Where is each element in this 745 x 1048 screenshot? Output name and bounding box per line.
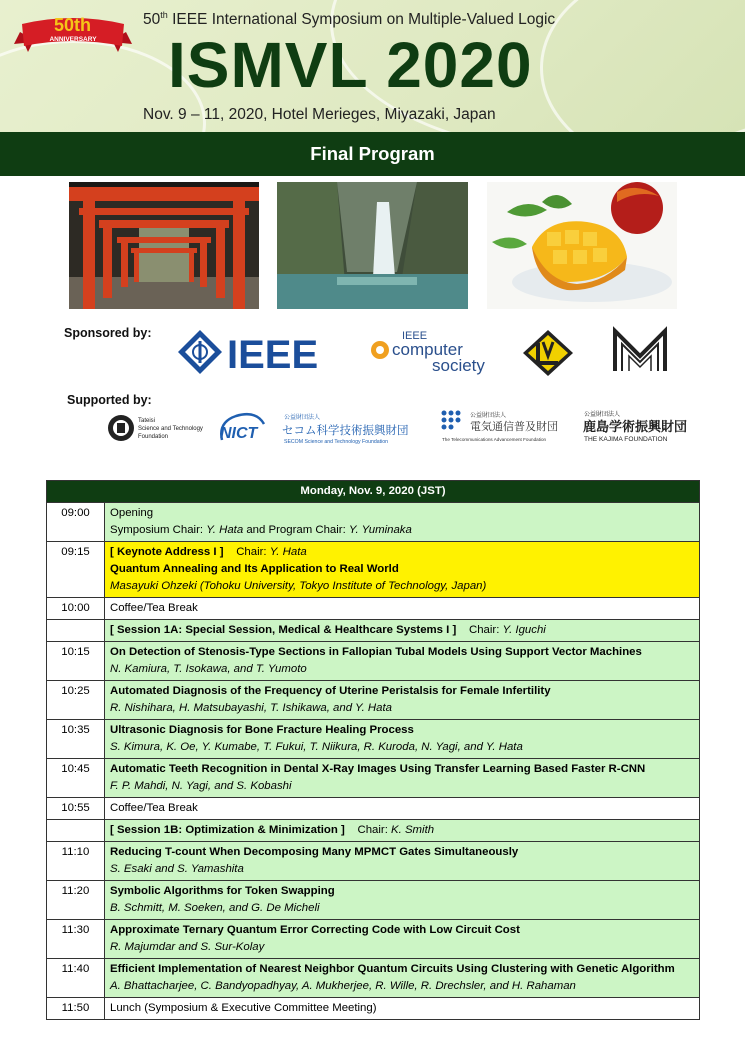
telecom-foundation-logo bbox=[440, 408, 565, 446]
time-cell: 11:20 bbox=[47, 881, 105, 920]
svg-text:Science and Technology: Science and Technology bbox=[138, 426, 203, 432]
keynote-cell bbox=[105, 542, 700, 598]
svg-text:The Telecommunications Advance: The Telecommunications Advancement Foundation bbox=[442, 437, 547, 442]
keynote-title: Quantum Annealing and Its Application to Real World bbox=[110, 563, 399, 575]
table-row bbox=[47, 642, 700, 681]
program-banner: Final Program bbox=[0, 132, 745, 176]
badge-number: 50th bbox=[54, 15, 92, 35]
mvl-tc-logo bbox=[521, 328, 576, 378]
paper-cell bbox=[105, 720, 700, 759]
tateisi-foundation-logo bbox=[106, 412, 206, 444]
table-row bbox=[47, 759, 700, 798]
paper-authors: N. Kamiura, T. Isokawa, and T. Yumoto bbox=[110, 663, 307, 675]
time-cell: 10:15 bbox=[47, 642, 105, 681]
day-header-row bbox=[47, 481, 700, 503]
paper-cell bbox=[105, 959, 700, 998]
table-row bbox=[47, 920, 700, 959]
time-cell: 11:10 bbox=[47, 842, 105, 881]
day-header: Monday, Nov. 9, 2020 (JST) bbox=[47, 481, 700, 503]
supported-by-label: Supported by: bbox=[67, 393, 152, 407]
opening-cell bbox=[105, 503, 700, 542]
program-table bbox=[46, 480, 700, 1020]
time-cell: 09:15 bbox=[47, 542, 105, 598]
paper-authors: R. Majumdar and S. Sur-Kolay bbox=[110, 941, 265, 953]
paper-title: Symbolic Algorithms for Token Swapping bbox=[110, 885, 335, 897]
table-row bbox=[47, 542, 700, 598]
time-cell: 11:40 bbox=[47, 959, 105, 998]
paper-authors: S. Esaki and S. Yamashita bbox=[110, 863, 244, 875]
page-title: ISMVL 2020 bbox=[168, 29, 533, 101]
paper-cell bbox=[105, 642, 700, 681]
decor-swirl bbox=[540, 0, 745, 132]
session-1a-heading: [ Session 1A: Special Session, Medical & Healthcare Systems I ] Chair: Y. Iguchi bbox=[105, 620, 700, 642]
break-cell: Coffee/Tea Break bbox=[105, 798, 700, 820]
ieee-computer-society-logo bbox=[368, 328, 493, 376]
session-1b-heading: [ Session 1B: Optimization & Minimization ] Chair: K. Smith bbox=[105, 820, 700, 842]
mvl-logo bbox=[610, 326, 670, 376]
session-row bbox=[47, 620, 700, 642]
svg-text:society: society bbox=[432, 356, 485, 375]
svg-text:IEEE: IEEE bbox=[402, 330, 428, 342]
paper-authors: S. Kimura, K. Oe, Y. Kumabe, T. Fukui, T. Niikura, R. Kuroda, N. Yagi, and Y. Hata bbox=[110, 741, 523, 753]
ieee-logo bbox=[175, 328, 335, 378]
sponsored-by-label: Sponsored by: bbox=[64, 326, 152, 340]
paper-cell bbox=[105, 681, 700, 720]
svg-text:セコム科学技術振興財団: セコム科学技術振興財団 bbox=[282, 423, 409, 437]
svg-text:IEEE: IEEE bbox=[227, 333, 319, 377]
svg-text:公益財団法人: 公益財団法人 bbox=[284, 414, 321, 421]
paper-title: Efficient Implementation of Nearest Neighbor Quantum Circuits Using Clustering with Genetic Algorithm bbox=[110, 963, 675, 975]
table-row bbox=[47, 720, 700, 759]
paper-authors: R. Nishihara, H. Matsubayashi, T. Ishikawa, and Y. Hata bbox=[110, 702, 392, 714]
paper-title: Reducing T-count When Decomposing Many MPMCT Gates Simultaneously bbox=[110, 846, 519, 858]
time-cell: 10:00 bbox=[47, 598, 105, 620]
keynote-speaker: Masayuki Ohzeki (Tohoku University, Tokyo Institute of Technology, Japan) bbox=[110, 580, 487, 592]
time-cell: 10:25 bbox=[47, 681, 105, 720]
time-cell: 09:00 bbox=[47, 503, 105, 542]
time-cell: 10:35 bbox=[47, 720, 105, 759]
svg-text:computer: computer bbox=[392, 340, 463, 359]
time-cell: 11:30 bbox=[47, 920, 105, 959]
anniversary-badge bbox=[14, 10, 132, 60]
keynote-heading: [ Keynote Address I ] Chair: Y. Hata bbox=[110, 546, 307, 558]
paper-title: Automated Diagnosis of the Frequency of Uterine Peristalsis for Female Infertility bbox=[110, 685, 551, 697]
kajima-foundation-logo bbox=[583, 409, 695, 445]
session-row bbox=[47, 820, 700, 842]
event-dates: Nov. 9 – 11, 2020, Hotel Merieges, Miyazaki, Japan bbox=[143, 106, 496, 123]
paper-cell bbox=[105, 759, 700, 798]
svg-text:THE KAJIMA FOUNDATION: THE KAJIMA FOUNDATION bbox=[584, 436, 668, 443]
paper-cell bbox=[105, 881, 700, 920]
paper-authors: F. P. Mahdi, N. Yagi, and S. Kobashi bbox=[110, 780, 292, 792]
paper-title: Ultrasonic Diagnosis for Bone Fracture Healing Process bbox=[110, 724, 414, 736]
symposium-subtitle: 50th IEEE International Symposium on Multiple-Valued Logic bbox=[143, 10, 556, 29]
time-cell: 10:45 bbox=[47, 759, 105, 798]
table-row bbox=[47, 959, 700, 998]
svg-text:Tateisi: Tateisi bbox=[138, 418, 156, 424]
torii-gates-photo bbox=[69, 182, 259, 309]
svg-text:電気通信普及財団: 電気通信普及財団 bbox=[470, 420, 558, 433]
table-row bbox=[47, 503, 700, 542]
secom-foundation-logo bbox=[282, 410, 422, 446]
mango-photo bbox=[487, 182, 677, 309]
svg-text:公益財団法人: 公益財団法人 bbox=[470, 412, 507, 419]
nict-logo bbox=[216, 412, 266, 444]
table-row bbox=[47, 881, 700, 920]
time-cell: 11:50 bbox=[47, 998, 105, 1020]
table-row bbox=[47, 681, 700, 720]
gorge-waterfall-photo bbox=[277, 182, 468, 309]
svg-text:鹿島学術振興財団: 鹿島学術振興財団 bbox=[583, 420, 688, 435]
svg-text:Foundation: Foundation bbox=[138, 434, 169, 440]
opening-chairs: Symposium Chair: Y. Hata and Program Chair: Y. Yuminaka bbox=[110, 524, 412, 536]
paper-title: Automatic Teeth Recognition in Dental X-Ray Images Using Transfer Learning Based Faster R-CNN bbox=[110, 763, 646, 775]
header bbox=[0, 0, 745, 132]
svg-text:SECOM Science and Technology F: SECOM Science and Technology Foundation bbox=[284, 439, 389, 445]
table-row bbox=[47, 998, 700, 1020]
table-row bbox=[47, 598, 700, 620]
break-cell: Coffee/Tea Break bbox=[105, 598, 700, 620]
paper-title: Approximate Ternary Quantum Error Correcting Code with Low Circuit Cost bbox=[110, 924, 520, 936]
svg-text:NICT: NICT bbox=[220, 425, 258, 442]
lunch-cell: Lunch (Symposium & Executive Committee Meeting) bbox=[105, 998, 700, 1020]
svg-text:公益財団法人: 公益財団法人 bbox=[584, 411, 621, 418]
paper-authors: A. Bhattacharjee, C. Bandyopadhyay, A. Mukherjee, R. Wille, R. Drechsler, and H. Rahaman bbox=[110, 980, 576, 992]
paper-authors: B. Schmitt, M. Soeken, and G. De Micheli bbox=[110, 902, 320, 914]
table-row bbox=[47, 842, 700, 881]
paper-title: On Detection of Stenosis-Type Sections in Fallopian Tubal Models Using Support Vector Machines bbox=[110, 646, 642, 658]
paper-cell bbox=[105, 842, 700, 881]
time-cell: 10:55 bbox=[47, 798, 105, 820]
paper-cell bbox=[105, 920, 700, 959]
table-row bbox=[47, 798, 700, 820]
badge-text: ANNIVERSARY bbox=[49, 36, 97, 43]
opening-title: Opening bbox=[110, 507, 154, 519]
